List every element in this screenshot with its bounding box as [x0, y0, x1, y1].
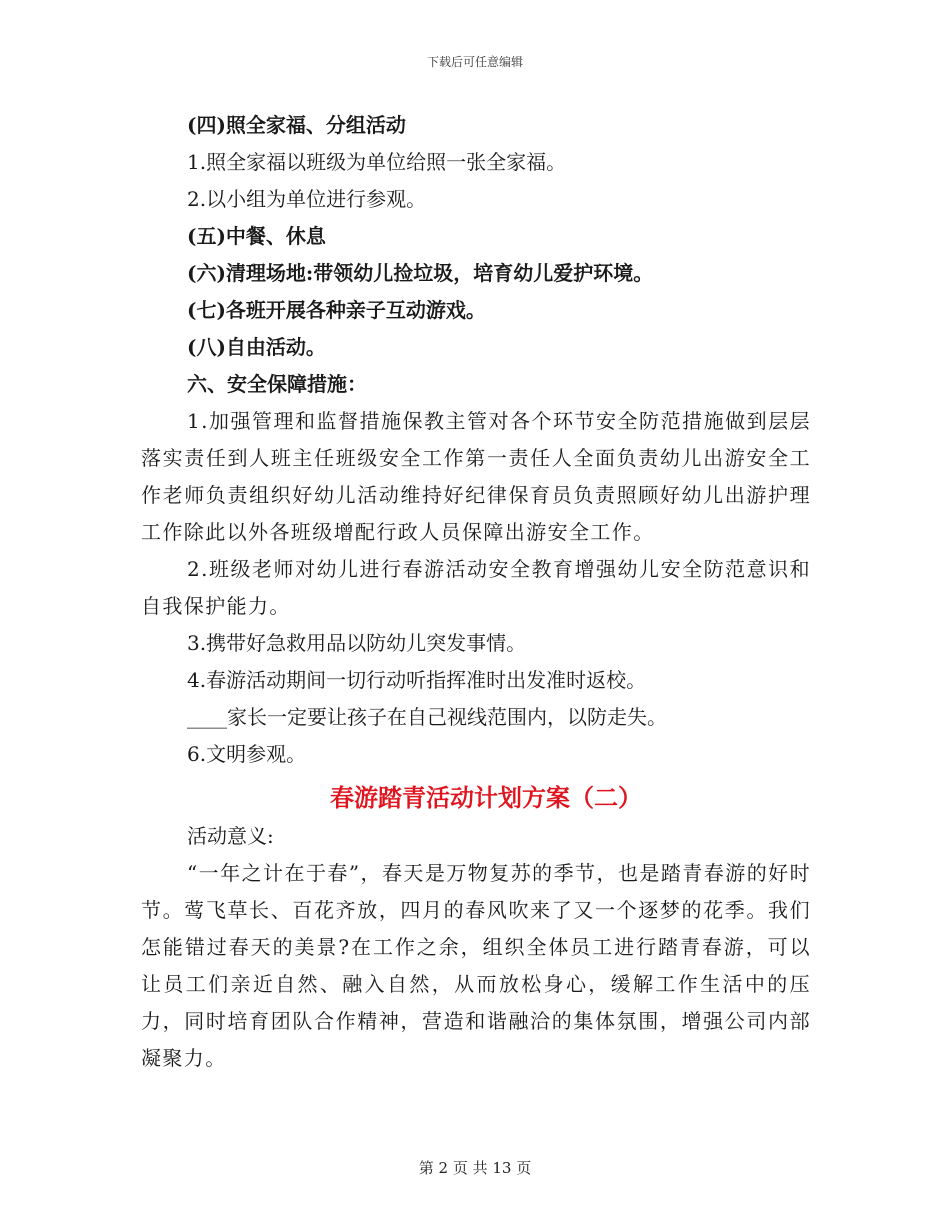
list-item: 1.照全家福以班级为单位给照一张全家福。 [187, 150, 567, 174]
subsection-heading-4: (四)照全家福、分组活动 [187, 113, 406, 137]
paragraph: 1.加强管理和监督措施保教主管对各个环节安全防范措施做到层层落实责任到人班主任班级安全工作第一责任人全面负责幼儿出游安全工作老师负责组织好幼儿活动维持好纪律保育员负责照顾好幼儿出游护理工作除此以外各班级增配行政人员保障出游安全工作。 [141, 409, 811, 544]
list-item: 3.携带好急救用品以防幼儿突发事情。 [187, 631, 527, 655]
header-note: 下载后可任意编辑 [426, 55, 523, 69]
list-item: 6.文明参观。 [187, 742, 307, 766]
paragraph: 2.班级老师对幼儿进行春游活动安全教育增强幼儿安全防范意识和自我保护能力。 [141, 557, 811, 618]
subsection-heading-5: (五)中餐、休息 [187, 224, 326, 248]
section-heading-safety: 六、安全保障措施： [187, 372, 367, 396]
document-body [141, 107, 811, 1077]
list-item: 2.以小组为单位进行参观。 [187, 187, 427, 211]
paragraph: “一年之计在于春”，春天是万物复苏的季节，也是踏青春游的好时节。莺飞草长、百花齐放，四月的春风吹来了又一个逐梦的花季。我们怎能错过春天的美景?在工作之余，组织全体员工进行踏青春游，可以让员工们亲近自然、融入自然，从而放松身心，缓解工作生活中的压力，同时培育团队合作精神，营造和谐融洽的集体氛围，增强公司内部凝聚力。 [141, 861, 811, 1070]
subsection-heading-6: (六)清理场地:带领幼儿捡垃圾，培育幼儿爱护环境。 [187, 261, 654, 285]
subsection-heading-8: (八)自由活动。 [187, 335, 326, 359]
section-title: 春游踏青活动计划方案（二） [330, 783, 642, 812]
list-item: 4.春游活动期间一切行动听指挥准时出发准时返校。 [187, 668, 647, 692]
page-footer: 第 2 页 共 13 页 [418, 1159, 532, 1177]
activity-significance-label: 活动意义: [187, 824, 274, 848]
list-item: ____家长一定要让孩子在自己视线范围内，以防走失。 [187, 705, 667, 729]
subsection-heading-7: (七)各班开展各种亲子互动游戏。 [187, 298, 486, 322]
